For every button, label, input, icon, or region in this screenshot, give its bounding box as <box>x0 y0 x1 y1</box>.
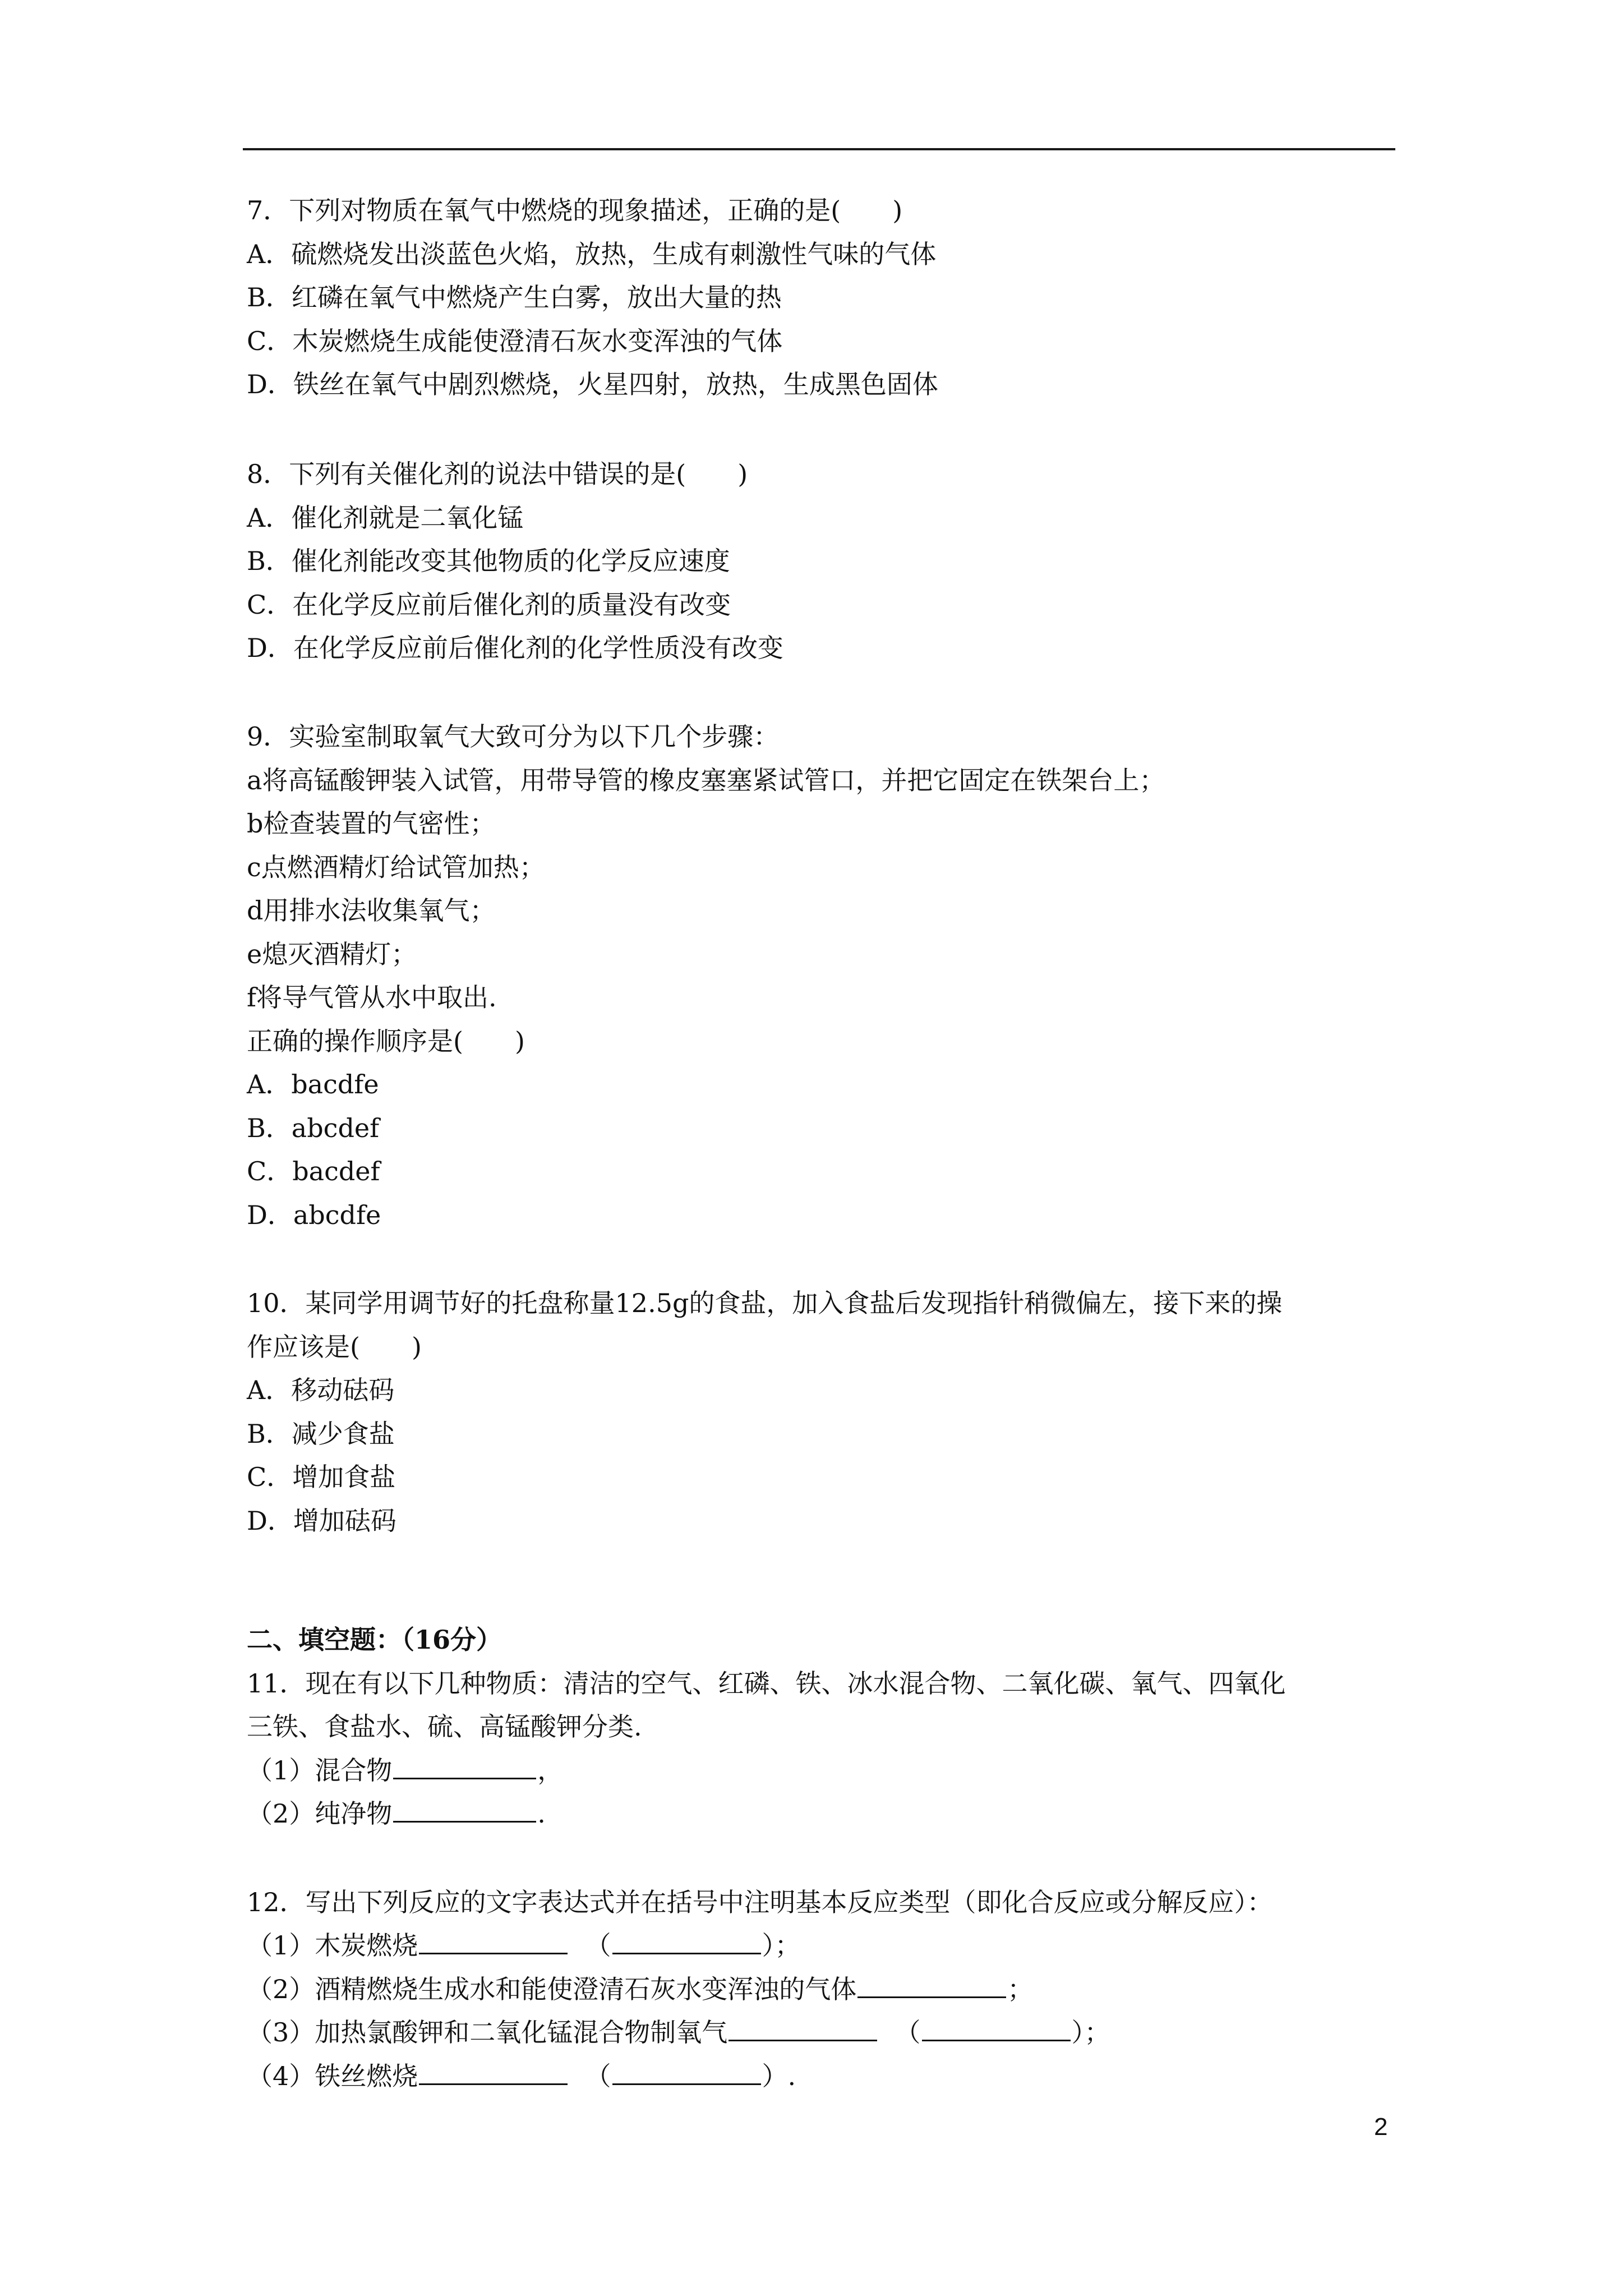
q12-item-4-label: （4）铁丝燃烧 <box>247 2061 418 2091</box>
q12-item-1-label: （1）木炭燃烧 <box>247 1930 418 1961</box>
q9-step-f: f将导气管从水中取出. <box>247 982 497 1013</box>
q11-item-1-end: ， <box>537 1755 564 1786</box>
q12-item-3 <box>247 2016 1110 2049</box>
q12-item-3-label: （3）加热氯酸钾和二氧化锰混合物制氧气 <box>247 2017 728 2047</box>
q10-option-d: D．增加砝码 <box>247 1506 396 1536</box>
page-number: 2 <box>1374 2113 1388 2141</box>
q9-step-b: b检查装置的气密性； <box>247 808 496 839</box>
q9-question: 正确的操作顺序是( ) <box>247 1026 525 1056</box>
q7-option-c: C．木炭燃烧生成能使澄清石灰水变浑浊的气体 <box>247 326 783 356</box>
q10-option-b: B．减少食盐 <box>247 1419 395 1449</box>
q8-option-d: D．在化学反应前后催化剂的化学性质没有改变 <box>247 633 783 663</box>
q11-item-2 <box>247 1797 546 1830</box>
q12-item-2-end: ； <box>1007 1974 1034 2004</box>
q9-step-d: d用排水法收集氧气； <box>247 895 496 926</box>
q9-option-d: D．abcdfe <box>247 1200 381 1230</box>
answer-blank[interactable] <box>857 1974 1006 1998</box>
q7-stem: 7．下列对物质在氧气中燃烧的现象描述，正确的是( ) <box>247 195 903 226</box>
q9-option-b: B．abcdef <box>247 1113 380 1143</box>
q12-item-4-end: ）. <box>762 2061 796 2091</box>
q7-option-b: B．红磷在氧气中燃烧产生白雾，放出大量的热 <box>247 282 782 312</box>
q10-stem-line1: 10．某同学用调节好的托盘称量12.5g的食盐，加入食盐后发现指针稍微偏左，接下来的操 <box>247 1288 1283 1318</box>
q9-step-a: a将高锰酸钾装入试管，用带导管的橡皮塞塞紧试管口，并把它固定在铁架台上； <box>247 765 1165 795</box>
open-paren: （ <box>895 2017 921 2047</box>
reaction-type-blank[interactable] <box>612 2061 761 2085</box>
q8-stem: 8．下列有关催化剂的说法中错误的是( ) <box>247 459 748 489</box>
q12-item-1 <box>247 1929 801 1962</box>
q10-option-c: C．增加食盐 <box>247 1462 396 1492</box>
q12-stem: 12．写出下列反应的文字表达式并在括号中注明基本反应类型（即化合反应或分解反应）： <box>247 1887 1273 1917</box>
reaction-type-blank[interactable] <box>922 2017 1071 2041</box>
reaction-type-blank[interactable] <box>612 1930 761 1954</box>
answer-blank[interactable] <box>393 1755 536 1779</box>
section-heading: 二、填空题：（16分） <box>247 1625 502 1655</box>
q9-stem: 9．实验室制取氧气大致可分为以下几个步骤： <box>247 721 780 752</box>
answer-blank[interactable] <box>419 1930 568 1954</box>
q11-item-1 <box>247 1754 563 1787</box>
q11-item-1-label: （1）混合物 <box>247 1755 393 1786</box>
q7-option-d: D．铁丝在氧气中剧烈燃烧，火星四射，放热，生成黑色固体 <box>247 369 938 399</box>
q12-item-3-end: ）； <box>1071 2017 1110 2047</box>
open-paren: （ <box>585 1930 611 1961</box>
q12-item-4 <box>247 2059 796 2093</box>
q9-step-c: c点燃酒精灯给试管加热； <box>247 852 545 882</box>
q9-option-c: C．bacdef <box>247 1156 380 1186</box>
q9-option-a: A．bacdfe <box>247 1069 379 1099</box>
q11-stem-line1: 11．现在有以下几种物质：清洁的空气、红磷、铁、冰水混合物、二氧化碳、氧气、四氧化 <box>247 1668 1286 1699</box>
q8-option-b: B．催化剂能改变其他物质的化学反应速度 <box>247 546 730 576</box>
q12-item-1-end: ）； <box>762 1930 801 1961</box>
header-rule <box>243 148 1395 150</box>
q11-item-2-end: . <box>537 1798 546 1829</box>
answer-blank[interactable] <box>393 1798 536 1823</box>
answer-blank[interactable] <box>419 2061 568 2085</box>
q11-item-2-label: （2）纯净物 <box>247 1798 393 1829</box>
q10-stem-line2: 作应该是( ) <box>247 1332 422 1362</box>
q7-option-a: A．硫燃烧发出淡蓝色火焰，放热，生成有刺激性气味的气体 <box>247 239 937 269</box>
open-paren: （ <box>585 2061 611 2091</box>
q8-option-c: C．在化学反应前后催化剂的质量没有改变 <box>247 590 731 620</box>
q10-option-a: A．移动砝码 <box>247 1375 395 1405</box>
q11-stem-line2: 三铁、食盐水、硫、高锰酸钾分类. <box>247 1711 642 1742</box>
answer-blank[interactable] <box>728 2017 877 2041</box>
q8-option-a: A．催化剂就是二氧化锰 <box>247 503 524 533</box>
q12-item-2-label: （2）酒精燃烧生成水和能使澄清石灰水变浑浊的气体 <box>247 1974 857 2004</box>
q9-step-e: e熄灭酒精灯； <box>247 939 417 969</box>
q12-item-2 <box>247 1972 1033 2006</box>
